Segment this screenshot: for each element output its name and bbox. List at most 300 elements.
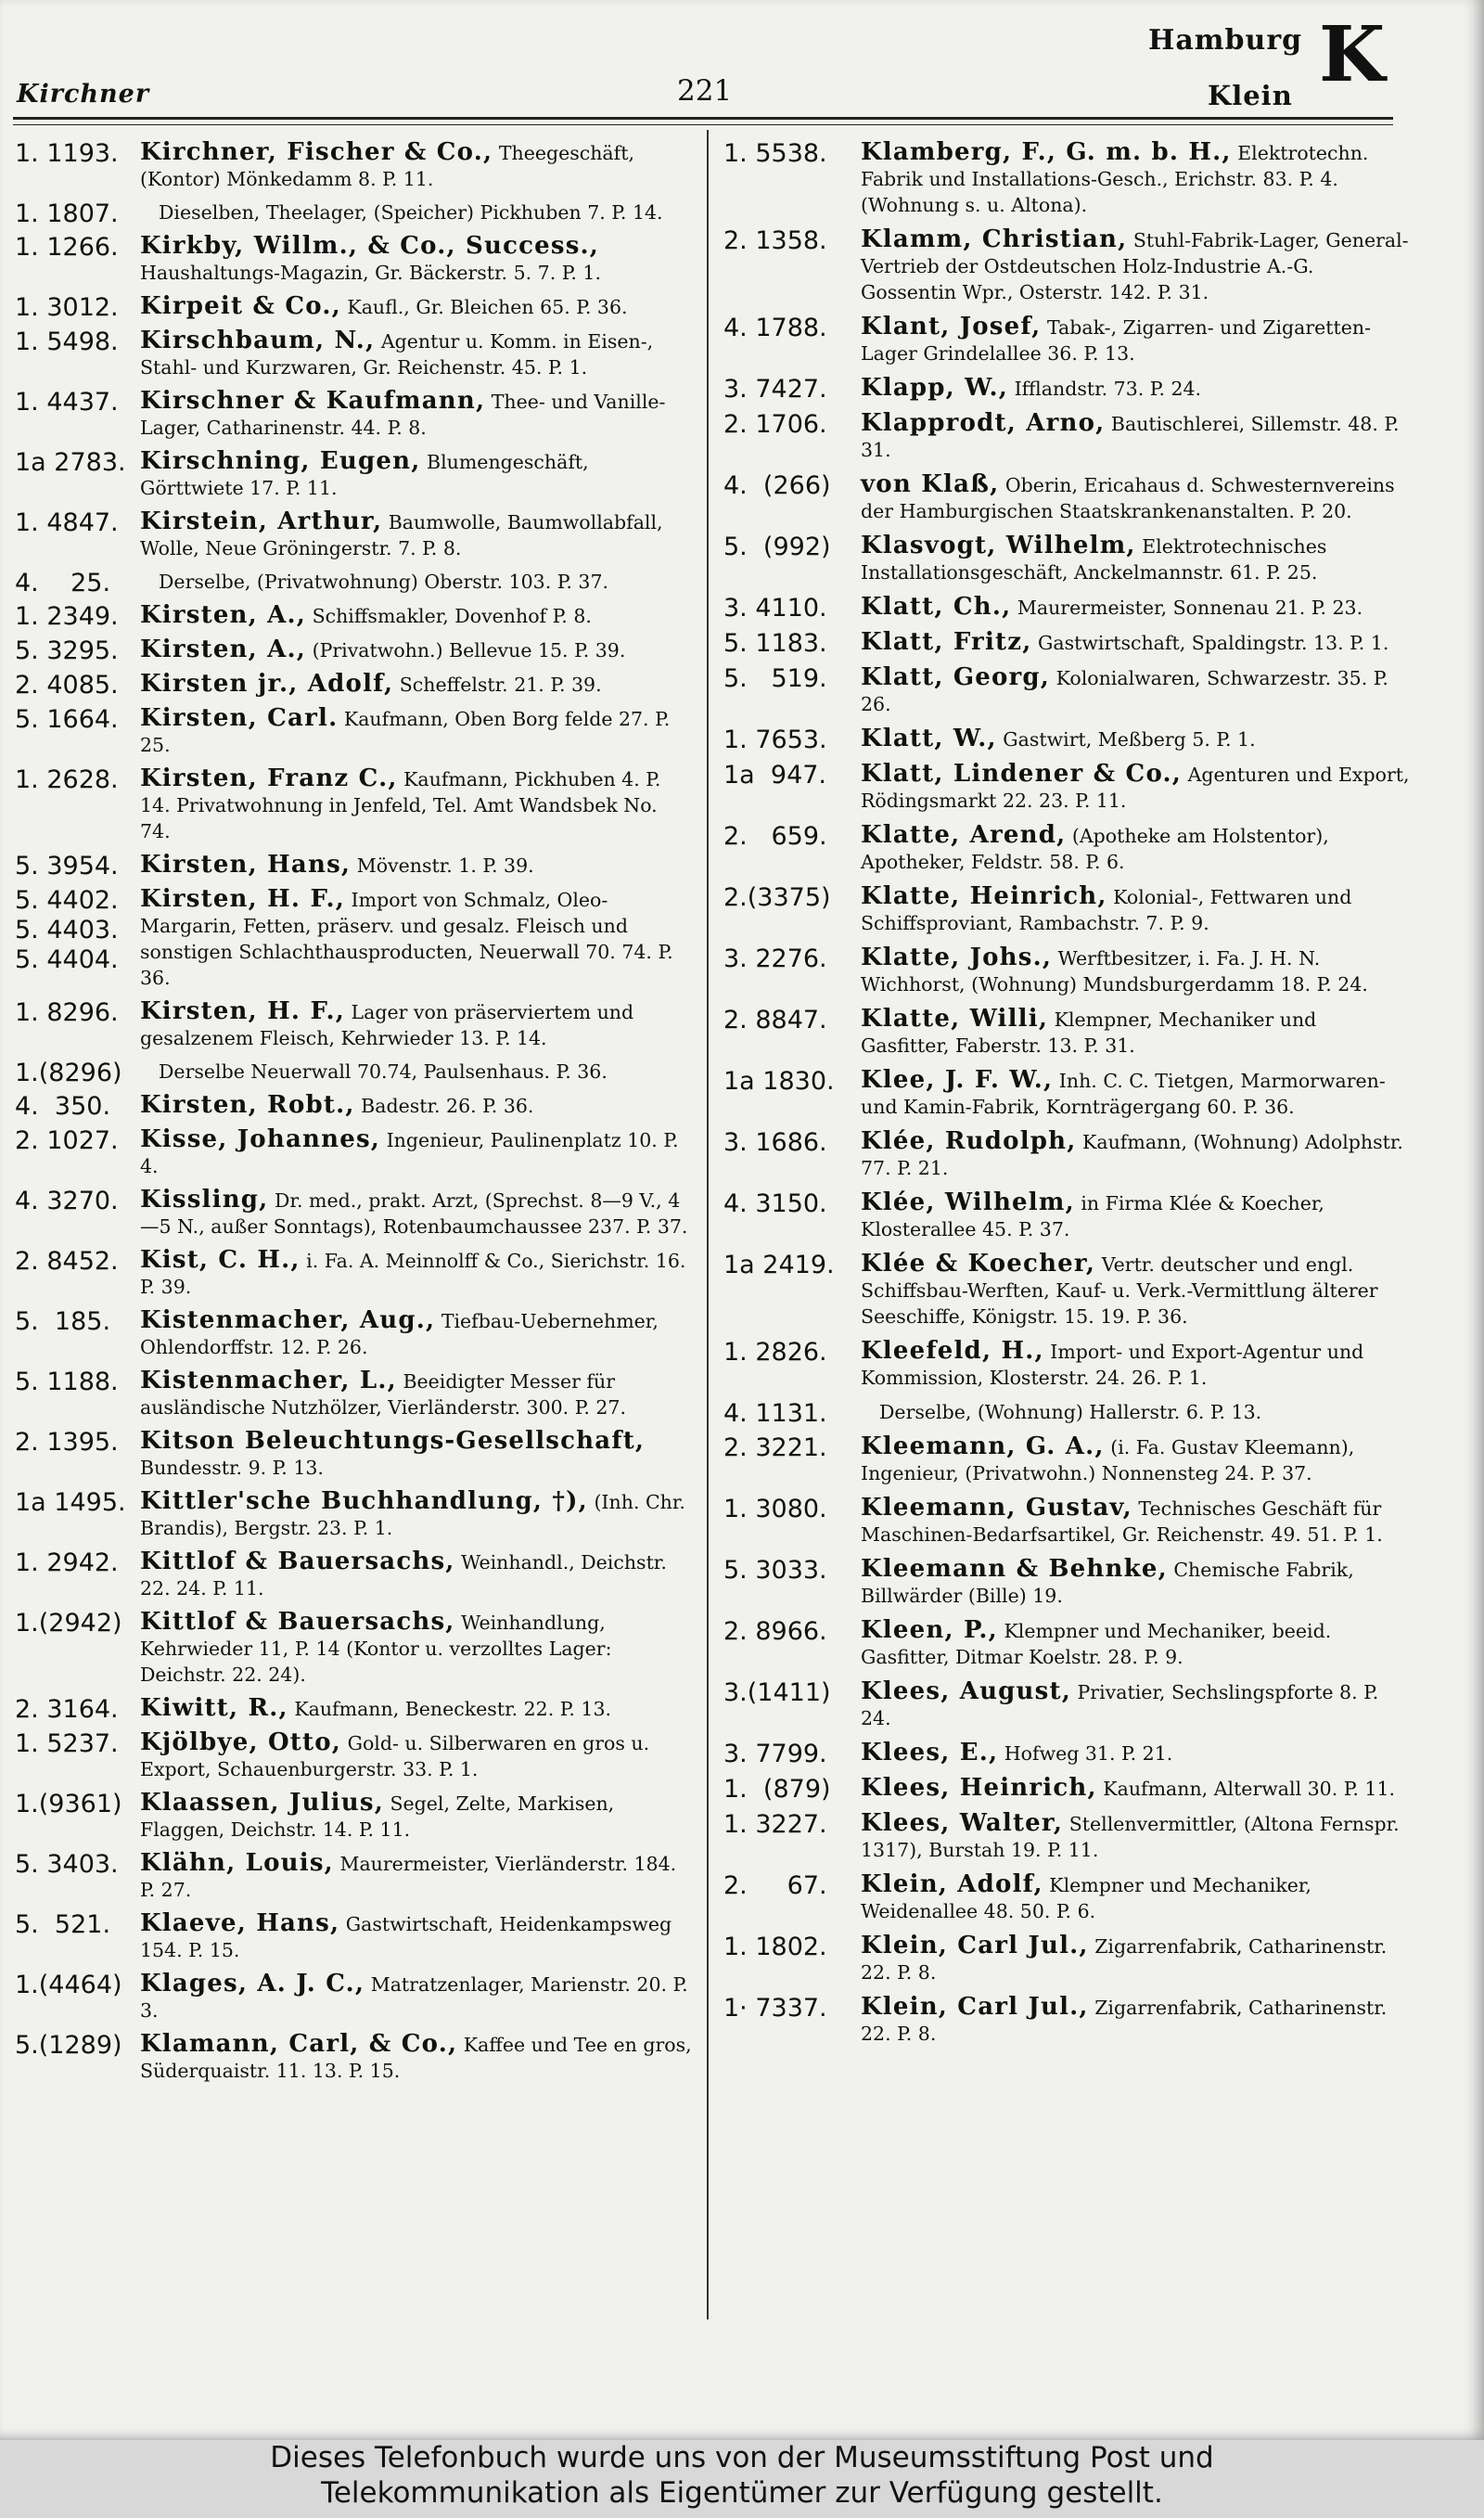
entry-name: Klähn, Louis, xyxy=(140,1849,334,1877)
entry-name: Klatte, Heinrich, xyxy=(861,882,1107,910)
phone-number: 1. 2349. xyxy=(15,602,119,631)
phone-number: 2. 3221. xyxy=(723,1433,827,1462)
phone-number: 4. 3150. xyxy=(723,1189,827,1218)
directory-entry xyxy=(15,448,692,501)
entry-name: Klée & Koecher, xyxy=(861,1250,1096,1278)
directory-entry xyxy=(723,471,1410,524)
entry-name: Kirsten, Franz C., xyxy=(140,764,398,792)
entry-details: in Firma Klée & Koecher, Klosterallee 45. P. 37. xyxy=(861,1192,1324,1240)
entry-details: Haushaltungs-Magazin, Gr. Bäckerstr. 5. 7. P. 1. xyxy=(140,262,601,284)
entry-name: Kirschner & Kaufmann, xyxy=(140,387,486,415)
entry-name: Klamberg, F., G. m. b. H., xyxy=(861,138,1232,166)
entry-name: Klein, Carl Jul., xyxy=(861,1932,1089,1959)
entry-text xyxy=(861,944,1410,997)
entry-details: Kaffee und Tee en gros, Süderquaistr. 11. 13. P. 15. xyxy=(140,2034,692,2082)
entry-text xyxy=(140,199,692,225)
entry-details: Kolonialwaren, Schwarzestr. 35. P. 26. xyxy=(861,667,1388,715)
phone-number: 2. 1358. xyxy=(723,226,827,255)
phone-number: 1. 7653. xyxy=(723,726,827,754)
entry-text xyxy=(140,1695,692,1722)
entry-name: Klapp, W., xyxy=(861,374,1009,402)
entry-name: Klatt, Fritz, xyxy=(861,628,1032,656)
entry-details: Klempner, Mechaniker und Gasfitter, Faberstr. 13. P. 31. xyxy=(861,1008,1317,1057)
phone-number: 4. 1788. xyxy=(723,314,827,342)
entry-details: Blumengeschäft, Görttwiete 17. P. 11. xyxy=(140,451,589,499)
phone-number: 2. 8847. xyxy=(723,1006,827,1034)
running-head-city: Hamburg xyxy=(1148,24,1303,57)
entry-details: Stuhl-Fabrik-Lager, General-Vertrieb der Ostdeutschen Holz-Industrie A.-G. Gossentin Wpr., Osterstr. 142. P. 31. xyxy=(861,229,1409,303)
phone-number: 2. 659. xyxy=(723,822,827,851)
entry-name: Klamm, Christian, xyxy=(861,225,1128,253)
entry-text xyxy=(861,1433,1410,1486)
directory-entry xyxy=(723,1556,1410,1609)
entry-details: Gastwirtschaft, Spaldingstr. 13. P. 1. xyxy=(1037,632,1389,654)
directory-entry xyxy=(15,569,692,595)
directory-entry xyxy=(723,1399,1410,1428)
entry-text xyxy=(140,1790,692,1843)
directory-entry xyxy=(723,883,1410,936)
entry-name: Kirsten jr., Adolf, xyxy=(140,670,394,698)
entry-name: Kiwitt, R., xyxy=(140,1694,288,1722)
entry-text xyxy=(140,602,692,629)
phone-number: 1. 2942. xyxy=(15,1548,119,1577)
entry-details: Mövenstr. 1. P. 39. xyxy=(356,854,534,877)
entry-details: Bautischlerei, Sillemstr. 48. P. 31. xyxy=(861,413,1400,461)
entry-text xyxy=(140,886,692,991)
running-head-left: Kirchner xyxy=(17,80,150,109)
entry-text xyxy=(861,533,1410,585)
entry-name: Klasvogt, Wilhelm, xyxy=(861,532,1136,559)
directory-entry xyxy=(723,664,1410,717)
entry-text xyxy=(140,388,692,441)
phone-number: 5. 521. xyxy=(15,1910,111,1939)
phone-number: 2. 67. xyxy=(723,1871,827,1900)
entry-name: Klaeve, Hans, xyxy=(140,1909,340,1937)
phone-number: 3. 7427. xyxy=(723,375,827,404)
entry-name: Klée, Wilhelm, xyxy=(861,1188,1075,1216)
directory-entry xyxy=(15,508,692,561)
entry-details: Lager von präserviertem und gesalzenem Fleisch, Kehrwieder 13. P. 14. xyxy=(140,1001,634,1049)
directory-entry xyxy=(723,594,1410,621)
entry-text xyxy=(140,705,692,758)
entry-name: Klamann, Carl, & Co., xyxy=(140,2030,458,2058)
entry-name: Kirsten, Robt., xyxy=(140,1091,355,1119)
directory-entry xyxy=(15,1059,692,1085)
directory-entry xyxy=(723,1338,1410,1391)
entry-text xyxy=(861,883,1410,936)
phone-number: 1.(9361) xyxy=(15,1790,122,1818)
entry-name: Klatte, Arend, xyxy=(861,821,1067,849)
directory-entry xyxy=(723,822,1410,875)
entry-text xyxy=(140,1247,692,1300)
phone-number: 5. 4402. 5. 4403. 5. 4404. xyxy=(15,886,119,974)
phone-number: 1. 1807. xyxy=(15,199,119,228)
entry-text xyxy=(861,1740,1410,1766)
phone-number: 2. 1706. xyxy=(723,410,827,439)
entry-name: Klatt, Ch., xyxy=(861,593,1012,621)
entry-text xyxy=(140,1488,692,1541)
phone-number: 3. 4110. xyxy=(723,594,827,623)
phone-number: 5. 1664. xyxy=(15,705,119,734)
entry-text xyxy=(861,1933,1410,1985)
directory-entry xyxy=(723,1433,1410,1486)
entry-text xyxy=(861,1810,1410,1863)
entry-text xyxy=(140,671,692,698)
entry-details: Zigarrenfabrik, Catharinenstr. 22. P. 8. xyxy=(861,1935,1388,1984)
entry-name: Kirpeit & Co., xyxy=(140,292,341,320)
directory-entry xyxy=(723,410,1410,463)
phone-number: 1. 5538. xyxy=(723,139,827,168)
phone-number: 1. 4437. xyxy=(15,388,119,417)
phone-number: 5. 3954. xyxy=(15,852,119,880)
entry-name: Klees, Heinrich, xyxy=(861,1774,1097,1802)
entry-name: Kist, C. H., xyxy=(140,1246,301,1274)
phone-number: 2. 8966. xyxy=(723,1617,827,1646)
entry-text xyxy=(140,852,692,879)
entry-details: Bundesstr. 9. P. 13. xyxy=(140,1457,324,1479)
phone-number: 3. 1686. xyxy=(723,1128,827,1157)
entry-name: Kleemann, G. A., xyxy=(861,1432,1105,1460)
entry-details: (i. Fa. Gustav Kleemann), Ingenieur, (Privatwohn.) Nonnensteg 24. P. 37. xyxy=(861,1436,1355,1484)
entry-details: Maurermeister, Vierländerstr. 184. P. 27. xyxy=(140,1853,677,1901)
directory-entry xyxy=(15,998,692,1051)
entry-details: Agenturen und Export, Rödingsmarkt 22. 23. P. 11. xyxy=(861,764,1410,812)
entry-details: Ifflandstr. 73. P. 24. xyxy=(1014,378,1202,400)
phone-number: 4. 1131. xyxy=(723,1399,827,1428)
entry-details: Zigarrenfabrik, Catharinenstr. 22. P. 8. xyxy=(861,1997,1388,2045)
directory-entry xyxy=(723,629,1410,656)
entry-details: Kaufl., Gr. Bleichen 65. P. 36. xyxy=(347,296,628,318)
entry-name: Kisse, Johannes, xyxy=(140,1125,381,1153)
directory-entry xyxy=(723,1810,1410,1863)
footer-note xyxy=(0,2440,1484,2518)
entry-details: (Inh. Chr. Brandis), Bergstr. 23. P. 1. xyxy=(140,1491,685,1539)
directory-entry xyxy=(15,1428,692,1481)
entry-text xyxy=(140,1368,692,1420)
directory-entry xyxy=(723,1678,1410,1731)
entry-details: Elektrotechn. Fabrik und Installations-Gesch., Erichstr. 83. P. 4. (Wohnung s. u. Altona). xyxy=(861,142,1369,216)
entry-name: Kittlof & Bauersachs, xyxy=(140,1548,455,1575)
entry-text xyxy=(861,1495,1410,1548)
directory-entry xyxy=(15,636,692,663)
entry-text xyxy=(861,1128,1410,1181)
phone-number: 1a 2419. xyxy=(723,1251,835,1279)
phone-number: 1. (879) xyxy=(723,1775,831,1804)
page-number: 221 xyxy=(677,74,733,108)
entry-details: Tabak-, Zigarren- und Zigaretten-Lager Grindelallee 36. P. 13. xyxy=(861,316,1372,365)
directory-entry xyxy=(15,293,692,320)
directory-entry xyxy=(15,1850,692,1903)
directory-entry xyxy=(15,1695,692,1722)
entry-details: Badestr. 26. P. 36. xyxy=(361,1095,534,1117)
entry-text xyxy=(861,594,1410,621)
entry-details: Kaufmann, Alterwall 30. P. 11. xyxy=(1103,1778,1396,1800)
phone-number: 5. 3033. xyxy=(723,1556,827,1585)
entry-name: Kittler'sche Buchhandlung, †), xyxy=(140,1487,588,1515)
entry-details: Derselbe, (Privatwohnung) Oberstr. 103. P. 37. xyxy=(159,571,609,593)
entry-details: Thee- und Vanille-Lager, Catharinenstr. 44. P. 8. xyxy=(140,391,666,439)
entry-text xyxy=(861,1678,1410,1731)
entry-details: Kaufmann, Beneckestr. 22. P. 13. xyxy=(294,1698,612,1720)
entry-name: Klages, A. J. C., xyxy=(140,1970,365,1998)
entry-details: Klempner und Mechaniker, beeid. Gasfitter, Ditmar Koelstr. 28. P. 9. xyxy=(861,1620,1332,1668)
entry-text xyxy=(140,765,692,844)
entry-details: Theegeschäft, (Kontor) Mönkedamm 8. P. 11. xyxy=(140,142,634,190)
entry-name: Klee, J. F. W., xyxy=(861,1066,1054,1094)
entry-details: Import- und Export-Agentur und Kommission, Klosterstr. 24. 26. P. 1. xyxy=(861,1341,1364,1389)
entry-text xyxy=(140,2031,692,2084)
footer-line-1: Dieses Telefonbuch wurde uns von der Museumsstiftung Post und xyxy=(270,2441,1214,2474)
entry-name: Kirsten, Carl. xyxy=(140,704,339,732)
entry-text xyxy=(140,1850,692,1903)
entry-name: Kirschbaum, N., xyxy=(140,327,376,354)
entry-details: Kaufmann, Pickhuben 4. P. 14. Privatwohnung in Jenfeld, Tel. Amt Wandsbek No. 74. xyxy=(140,768,661,842)
entry-text xyxy=(140,1307,692,1360)
phone-number: 1. 3227. xyxy=(723,1810,827,1839)
directory-entry xyxy=(15,852,692,879)
entry-details: Beeidigter Messer für ausländische Nutzhölzer, Vierländerstr. 300. P. 27. xyxy=(140,1370,626,1419)
footer-line-2: Telekommunikation als Eigentümer zur Verfügung gestellt. xyxy=(321,2476,1163,2510)
entry-text xyxy=(140,1126,692,1179)
phone-number: 2. 1395. xyxy=(15,1428,119,1457)
entry-text xyxy=(861,1775,1410,1802)
entry-name: Klapprodt, Arno, xyxy=(861,409,1106,437)
phone-number: 1. 5237. xyxy=(15,1729,119,1758)
entry-details: Baumwolle, Baumwollabfall, Wolle, Neue Gröningerstr. 7. P. 8. xyxy=(140,511,663,559)
directory-entry xyxy=(15,765,692,844)
phone-number: 5.(1289) xyxy=(15,2031,122,2060)
entry-name: Kirsten, Hans, xyxy=(140,851,352,879)
phone-number: 1. 5498. xyxy=(15,328,119,356)
phone-number: 5. 519. xyxy=(723,664,827,693)
entry-text xyxy=(861,1994,1410,2047)
directory-entry xyxy=(15,1247,692,1300)
directory-entry xyxy=(723,533,1410,585)
running-head-right: Klein xyxy=(1208,80,1293,111)
directory-entry xyxy=(723,375,1410,402)
directory-entry xyxy=(15,1609,692,1688)
entry-name: Kirsten, A., xyxy=(140,601,307,629)
directory-entry xyxy=(723,1617,1410,1670)
entry-text xyxy=(140,139,692,192)
entry-details: i. Fa. A. Meinnolff & Co., Sierichstr. 16. P. 39. xyxy=(140,1250,686,1298)
entry-text xyxy=(140,636,692,663)
entry-name: Kirkby, Willm., & Co., Success., xyxy=(140,232,600,260)
entry-name: Kleefeld, H., xyxy=(861,1337,1044,1365)
entry-name: Klatt, Georg, xyxy=(861,663,1051,691)
phone-number: 1. 2826. xyxy=(723,1338,827,1367)
entry-name: Klees, August, xyxy=(861,1677,1071,1705)
entry-text xyxy=(861,664,1410,717)
directory-entry xyxy=(723,1128,1410,1181)
entry-details: Oberin, Ericahaus d. Schwesternvereins der Hamburgischen Staatskrankenanstalten. P. 20. xyxy=(861,474,1395,522)
entry-text xyxy=(140,1609,692,1688)
header-rule xyxy=(13,117,1393,120)
directory-entry xyxy=(15,233,692,286)
directory-entry xyxy=(15,1729,692,1782)
entry-name: Kirchner, Fischer & Co., xyxy=(140,138,493,166)
directory-entry xyxy=(15,1548,692,1601)
phone-number: 5. 3403. xyxy=(15,1850,119,1879)
entry-text xyxy=(140,1428,692,1481)
directory-entry xyxy=(15,328,692,380)
phone-number: 1a 947. xyxy=(723,761,827,790)
entry-details: Dr. med., prakt. Arzt, (Sprechst. 8—9 V., 4—5 N., außer Sonntags), Rotenbaumchaussee 237. P. 37. xyxy=(140,1189,688,1238)
entry-details: Derselbe, (Wohnung) Hallerstr. 6. P. 13. xyxy=(879,1401,1262,1423)
entry-name: von Klaß, xyxy=(861,470,1000,498)
directory-entry xyxy=(15,1187,692,1240)
phone-number: 1. 1193. xyxy=(15,139,119,168)
entry-text xyxy=(140,448,692,501)
directory-entry xyxy=(723,1871,1410,1924)
entry-text xyxy=(140,998,692,1051)
entry-details: Kaufmann, Oben Borg felde 27. P. 25. xyxy=(140,708,671,756)
directory-entry xyxy=(723,761,1410,814)
directory-entry xyxy=(15,388,692,441)
entry-name: Kjölbye, Otto, xyxy=(140,1728,342,1756)
entry-details: (Privatwohn.) Bellevue 15. P. 39. xyxy=(312,639,626,662)
directory-entry xyxy=(15,1971,692,2023)
entry-details: Scheffelstr. 21. P. 39. xyxy=(399,674,602,696)
entry-details: (Apotheke am Holstentor), Apotheker, Feldstr. 58. P. 6. xyxy=(861,825,1329,873)
entry-details: Matratzenlager, Marienstr. 20. P. 3. xyxy=(140,1973,688,2022)
directory-entry xyxy=(15,2031,692,2084)
entry-text xyxy=(861,1556,1410,1609)
phone-number: 1a 2783. xyxy=(15,448,126,477)
phone-number: 3. 7799. xyxy=(723,1740,827,1768)
entry-text xyxy=(861,1338,1410,1391)
entry-name: Kistenmacher, Aug., xyxy=(140,1306,436,1334)
entry-name: Klant, Josef, xyxy=(861,313,1042,340)
entry-name: Kissling, xyxy=(140,1186,269,1214)
phone-number: 2. 8452. xyxy=(15,1247,119,1276)
entry-name: Klatt, W., xyxy=(861,725,997,752)
entry-details: Import von Schmalz, Oleo-Margarin, Fetten, präserv. und gesalz. Fleisch und sonstigen Schlachthausproducten, Neuerwall 70. 74. P. 36. xyxy=(140,889,673,989)
directory-entry xyxy=(723,726,1410,752)
entry-details: Werftbesitzer, i. Fa. J. H. N. Wichhorst, (Wohnung) Mundsburgerdamm 18. P. 24. xyxy=(861,947,1368,996)
entry-details: Dieselben, Theelager, (Speicher) Pickhuben 7. P. 14. xyxy=(159,201,663,224)
entry-text xyxy=(861,314,1410,366)
phone-number: 1.(8296) xyxy=(15,1059,122,1087)
entry-text xyxy=(861,726,1410,752)
phone-number: 5. 1183. xyxy=(723,629,827,658)
entry-name: Kirstein, Arthur, xyxy=(140,507,383,535)
entry-details: Vertr. deutscher und engl. Schiffsbau-Werften, Kauf- u. Verk.-Vermittlung älterer Seeschiffe, Königstr. 15. 19. P. 36. xyxy=(861,1253,1378,1328)
entry-name: Kleemann, Gustav, xyxy=(861,1494,1132,1522)
phone-number: 4. (266) xyxy=(723,471,831,500)
entry-details: Klempner und Mechaniker, Weidenallee 48. 50. P. 6. xyxy=(861,1874,1311,1922)
entry-text xyxy=(140,1548,692,1601)
directory-entry xyxy=(723,1189,1410,1242)
entry-text xyxy=(861,226,1410,305)
entry-name: Klees, E., xyxy=(861,1739,999,1766)
entry-name: Kirschning, Eugen, xyxy=(140,447,421,475)
entry-text xyxy=(861,629,1410,656)
phone-number: 2.(3375) xyxy=(723,883,831,912)
entry-text xyxy=(140,1910,692,1963)
directory-entry xyxy=(15,671,692,698)
phone-number: 1. 8296. xyxy=(15,998,119,1027)
section-letter: K xyxy=(1319,10,1386,99)
entry-name: Kleemann & Behnke, xyxy=(861,1555,1168,1583)
directory-entry xyxy=(723,1775,1410,1802)
phone-number: 5. 3295. xyxy=(15,636,119,665)
entry-details: Technisches Geschäft für Maschinen-Bedarfsartikel, Gr. Reichenstr. 49. 51. P. 1. xyxy=(861,1497,1383,1546)
directory-entry xyxy=(15,886,692,991)
entry-details: Agentur u. Komm. in Eisen-, Stahl- und Kurzwaren, Gr. Reichenstr. 45. P. 1. xyxy=(140,330,654,379)
entry-name: Kistenmacher, L., xyxy=(140,1367,397,1394)
entry-details: Hofweg 31. P. 21. xyxy=(1004,1742,1173,1765)
directory-entry xyxy=(15,1910,692,1963)
entry-details: Elektrotechnisches Installationsgeschäft, Anckelmannstr. 61. P. 25. xyxy=(861,535,1327,584)
entry-text xyxy=(140,233,692,286)
directory-entry xyxy=(723,1994,1410,2047)
phone-number: 4. 3270. xyxy=(15,1187,119,1215)
directory-entry xyxy=(15,1488,692,1541)
entry-name: Klaassen, Julius, xyxy=(140,1789,384,1817)
directory-entry xyxy=(723,139,1410,218)
directory-entry xyxy=(723,944,1410,997)
entry-name: Kirsten, H. F., xyxy=(140,997,345,1025)
directory-entry xyxy=(15,139,692,192)
entry-details: Derselbe Neuerwall 70.74, Paulsenhaus. P. 36. xyxy=(159,1060,608,1083)
entry-text xyxy=(861,1067,1410,1120)
phone-number: 1.(2942) xyxy=(15,1609,122,1638)
phone-number: 1. 1802. xyxy=(723,1933,827,1961)
entry-details: Weinhandl., Deichstr. 22. 24. P. 11. xyxy=(140,1551,667,1599)
entry-details: Ingenieur, Paulinenplatz 10. P. 4. xyxy=(140,1129,679,1177)
phone-number: 1. 2628. xyxy=(15,765,119,794)
entry-text xyxy=(140,1092,692,1119)
directory-entry xyxy=(723,226,1410,305)
entry-text xyxy=(861,1251,1410,1330)
entry-text xyxy=(140,1729,692,1782)
phone-number: 5. 185. xyxy=(15,1307,111,1336)
directory-entry xyxy=(15,602,692,629)
entry-details: Privatier, Sechslingspforte 8. P. 24. xyxy=(861,1681,1379,1729)
directory-entry xyxy=(723,314,1410,366)
entry-text xyxy=(861,1399,1410,1425)
entry-details: Segel, Zelte, Markisen, Flaggen, Deichstr. 14. P. 11. xyxy=(140,1792,615,1841)
directory-entry xyxy=(723,1251,1410,1330)
directory-entry xyxy=(15,199,692,228)
entry-text xyxy=(861,471,1410,524)
entry-text xyxy=(140,1187,692,1240)
phone-number: 1a 1495. xyxy=(15,1488,126,1517)
entry-text xyxy=(861,761,1410,814)
phone-number: 5. 1188. xyxy=(15,1368,119,1396)
directory-entry xyxy=(15,1368,692,1420)
entry-name: Klees, Walter, xyxy=(861,1809,1064,1837)
entry-text xyxy=(140,328,692,380)
entry-text xyxy=(140,1971,692,2023)
column-divider xyxy=(707,130,709,2319)
directory-entry xyxy=(15,1307,692,1360)
directory-entry xyxy=(15,1092,692,1119)
phone-number: 4. 350. xyxy=(15,1092,111,1121)
entry-name: Kleen, P., xyxy=(861,1616,998,1644)
entry-details: Maurermeister, Sonnenau 21. P. 23. xyxy=(1017,597,1363,619)
phone-number: 1. 3080. xyxy=(723,1495,827,1523)
entry-text xyxy=(861,410,1410,463)
phone-number: 3. 2276. xyxy=(723,944,827,973)
entry-details: Kolonial-, Fettwaren und Schiffsproviant, Rambachstr. 7. P. 9. xyxy=(861,886,1352,934)
directory-entry xyxy=(15,705,692,758)
phone-number: 2. 3164. xyxy=(15,1695,119,1724)
entry-name: Kirsten, H. F., xyxy=(140,885,345,913)
phone-number: 1a 1830. xyxy=(723,1067,835,1096)
entry-details: Tiefbau-Uebernehmer, Ohlendorffstr. 12. P. 26. xyxy=(140,1310,659,1358)
